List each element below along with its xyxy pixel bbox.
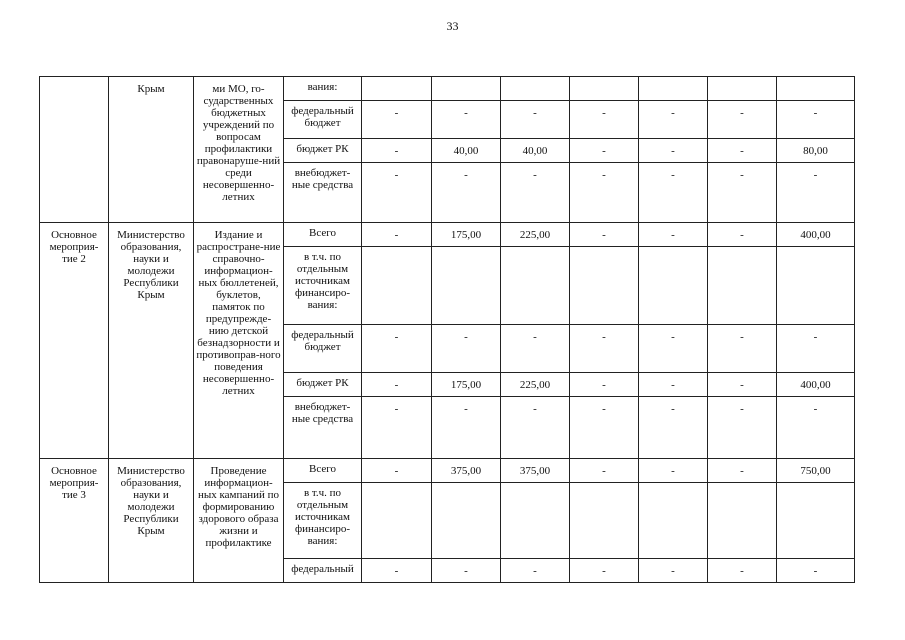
measure-cell: Основное мероприя-тие 2	[40, 223, 109, 459]
value-cell: -	[639, 139, 708, 163]
value-cell: -	[708, 373, 777, 397]
value-cell: -	[362, 459, 432, 483]
value-cell: -	[708, 459, 777, 483]
total-value-cell	[777, 77, 855, 101]
value-cell	[639, 247, 708, 325]
value-cell: -	[570, 397, 639, 459]
value-cell: -	[570, 459, 639, 483]
value-cell: -	[639, 223, 708, 247]
total-value-cell: 400,00	[777, 373, 855, 397]
value-cell: -	[708, 397, 777, 459]
value-cell: -	[570, 223, 639, 247]
total-value-cell: -	[777, 163, 855, 223]
executor-cell: Крым	[109, 77, 194, 223]
value-cell	[708, 247, 777, 325]
value-cell: -	[362, 223, 432, 247]
funding-source-cell: внебюджет-ные средства	[284, 163, 362, 223]
value-cell: -	[570, 325, 639, 373]
value-cell: -	[501, 101, 570, 139]
value-cell: -	[570, 139, 639, 163]
value-cell	[570, 77, 639, 101]
value-cell: -	[639, 559, 708, 583]
value-cell: -	[432, 163, 501, 223]
value-cell: -	[501, 397, 570, 459]
funding-source-cell: в т.ч. по отдельным источникам финансиро-вания:	[284, 483, 362, 559]
value-cell: -	[501, 559, 570, 583]
total-value-cell	[777, 483, 855, 559]
funding-source-cell: бюджет РК	[284, 139, 362, 163]
value-cell: -	[501, 163, 570, 223]
measure-cell	[40, 77, 109, 223]
value-cell	[570, 247, 639, 325]
value-cell: -	[362, 559, 432, 583]
total-value-cell: -	[777, 397, 855, 459]
funding-source-cell: федеральный бюджет	[284, 101, 362, 139]
value-cell: 175,00	[432, 373, 501, 397]
value-cell	[708, 483, 777, 559]
value-cell	[501, 77, 570, 101]
value-cell: -	[501, 325, 570, 373]
value-cell: -	[432, 559, 501, 583]
measure-cell: Основное мероприя-тие 3	[40, 459, 109, 583]
value-cell: -	[639, 397, 708, 459]
table-row	[40, 459, 855, 483]
value-cell	[362, 483, 432, 559]
executor-cell: Министерство образования, науки и молодежи Республики Крым	[109, 459, 194, 583]
value-cell	[362, 247, 432, 325]
value-cell	[570, 483, 639, 559]
value-cell: -	[639, 101, 708, 139]
value-cell: -	[362, 139, 432, 163]
value-cell	[432, 483, 501, 559]
value-cell: -	[362, 163, 432, 223]
value-cell	[501, 247, 570, 325]
value-cell: -	[708, 559, 777, 583]
funding-source-cell: Всего	[284, 223, 362, 247]
total-value-cell: -	[777, 101, 855, 139]
table-row	[40, 223, 855, 247]
funding-source-cell: Всего	[284, 459, 362, 483]
funding-source-cell: федеральный	[284, 559, 362, 583]
value-cell: -	[708, 223, 777, 247]
value-cell	[639, 77, 708, 101]
value-cell: -	[570, 559, 639, 583]
total-value-cell: 80,00	[777, 139, 855, 163]
value-cell: 225,00	[501, 373, 570, 397]
value-cell: -	[432, 397, 501, 459]
value-cell: -	[708, 325, 777, 373]
funding-source-cell: бюджет РК	[284, 373, 362, 397]
value-cell	[501, 483, 570, 559]
value-cell: -	[639, 373, 708, 397]
value-cell	[708, 77, 777, 101]
value-cell: -	[708, 163, 777, 223]
value-cell: 225,00	[501, 223, 570, 247]
value-cell: -	[362, 325, 432, 373]
table-row	[40, 77, 855, 101]
value-cell: -	[362, 397, 432, 459]
value-cell: -	[570, 163, 639, 223]
value-cell: -	[570, 101, 639, 139]
value-cell: 375,00	[501, 459, 570, 483]
value-cell: -	[362, 101, 432, 139]
value-cell: -	[708, 139, 777, 163]
value-cell: -	[639, 325, 708, 373]
description-cell: Проведение информацион-ных кампаний по формированию здорового образа жизни и профилактике	[194, 459, 284, 583]
funding-source-cell: внебюджет-ные средства	[284, 397, 362, 459]
value-cell	[432, 247, 501, 325]
value-cell: 175,00	[432, 223, 501, 247]
value-cell: -	[639, 459, 708, 483]
value-cell: -	[432, 101, 501, 139]
page-number: 33	[446, 19, 459, 33]
value-cell	[639, 483, 708, 559]
funding-source-cell: федеральный бюджет	[284, 325, 362, 373]
description-cell: Издание и распростране-ние справочно-информацион-ных бюллетеней, буклетов, памяток по предупрежде-нию детской безнадзорности и противоправ-ного поведения несовершенно-летних	[194, 223, 284, 459]
budget-table	[39, 76, 855, 583]
total-value-cell: -	[777, 325, 855, 373]
value-cell: -	[708, 101, 777, 139]
value-cell	[362, 77, 432, 101]
value-cell: 375,00	[432, 459, 501, 483]
description-cell: ми МО, го-сударственных бюджетных учреждений по вопросам профилактики правонаруше-ний среди несовершенно-летних	[194, 77, 284, 223]
total-value-cell	[777, 247, 855, 325]
value-cell	[432, 77, 501, 101]
value-cell: 40,00	[432, 139, 501, 163]
funding-source-cell: в т.ч. по отдельным источникам финансиро-вания:	[284, 247, 362, 325]
total-value-cell: -	[777, 559, 855, 583]
value-cell: -	[362, 373, 432, 397]
total-value-cell: 400,00	[777, 223, 855, 247]
value-cell: 40,00	[501, 139, 570, 163]
value-cell: -	[639, 163, 708, 223]
value-cell: -	[432, 325, 501, 373]
total-value-cell: 750,00	[777, 459, 855, 483]
executor-cell: Министерство образования, науки и молодежи Республики Крым	[109, 223, 194, 459]
value-cell: -	[570, 373, 639, 397]
funding-source-cell: вания:	[284, 77, 362, 101]
